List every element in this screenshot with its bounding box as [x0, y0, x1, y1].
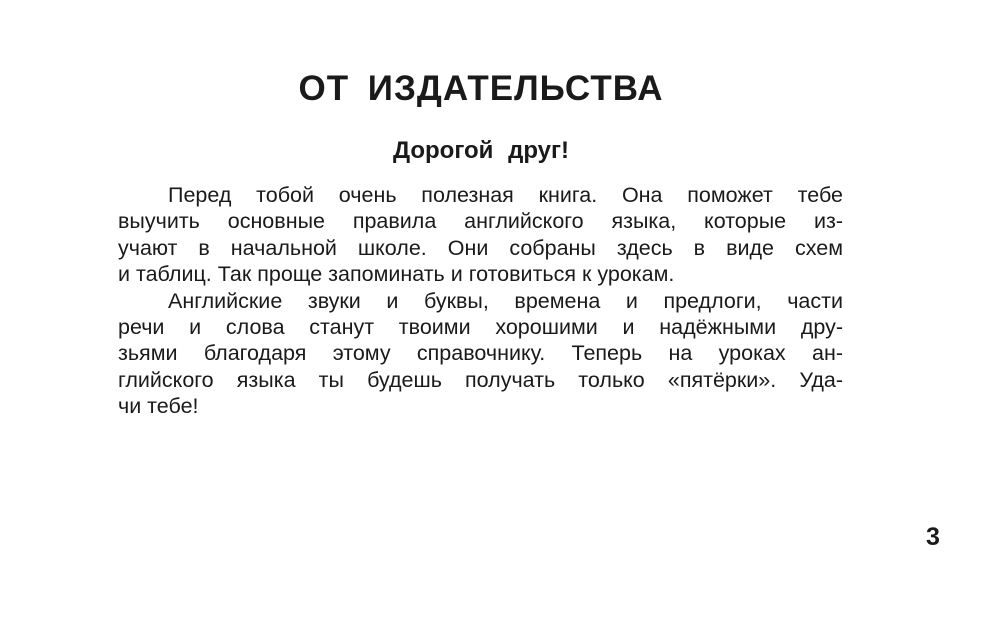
text-line: и таблиц. Так проще запоминать и готовиться к урокам.: [118, 262, 675, 287]
text-line: глийского языка ты будешь получать только «пятёрки». Уда-: [118, 367, 843, 392]
text-line: учают в начальной школе. Они собраны здесь в виде схем: [118, 235, 843, 260]
text-line: зьями благодаря этому справочнику. Теперь на уроках ан-: [118, 341, 843, 366]
text-line: выучить основные правила английского языка, которые из-: [118, 209, 843, 234]
text-line: Перед тобой очень полезная книга. Она поможет тебе: [168, 183, 843, 207]
paragraph-1: [118, 182, 843, 288]
body-text: [118, 182, 843, 420]
text-line: Английские звуки и буквы, времена и предлоги, части: [168, 288, 843, 313]
greeting-subtitle: Дорогой друг!: [392, 137, 570, 164]
page-number: 3: [926, 523, 940, 551]
paragraph-2: [118, 288, 843, 420]
page-title: ОТ ИЗДАТЕЛЬСТВА: [298, 69, 664, 108]
text-line: речи и слова станут твоими хорошими и надёжными дру-: [118, 314, 843, 339]
text-line: чи тебе!: [118, 394, 199, 419]
